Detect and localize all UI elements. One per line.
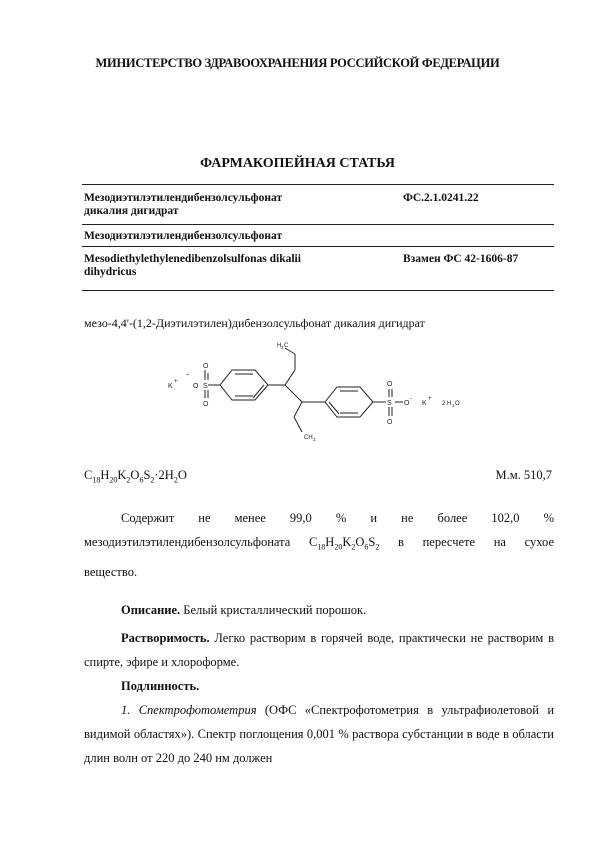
water-o-label: O	[455, 401, 460, 407]
solubility-label: Растворимость.	[121, 631, 210, 645]
k-right-label: K	[422, 400, 427, 407]
content-sub-h: 20	[334, 542, 343, 552]
mf-c-count: 18	[92, 475, 101, 485]
molecular-formula	[84, 468, 187, 485]
content-k: K	[342, 535, 352, 549]
name-ru-full	[84, 192, 384, 218]
content-line2	[84, 530, 554, 560]
mf-o: O	[130, 468, 140, 482]
content-o: O	[355, 535, 365, 549]
mf-water-o: O	[177, 468, 187, 482]
name-latin-line2: dihydricus	[84, 266, 137, 278]
molecular-weight: М.м. 510,7	[495, 468, 552, 482]
content-s: S	[368, 535, 376, 549]
h3c-c-label: C	[284, 343, 289, 349]
content-sub-o: 6	[364, 542, 369, 552]
o-right-label: O	[404, 400, 410, 407]
structural-formula	[160, 340, 500, 450]
content-line1: Содержит не менее 99,0 % и не более 102,0 %	[121, 511, 554, 525]
item1-method: Спектрофотометрия	[138, 703, 257, 717]
table-top-rule	[82, 184, 554, 185]
mf-h-count: 20	[109, 475, 118, 485]
description-text: Белый кристаллический порошок.	[180, 603, 367, 617]
table-rule-2	[82, 246, 554, 247]
water-label: 2 H	[442, 401, 452, 407]
o-right-top: O	[387, 381, 393, 388]
k-left-label: K	[168, 383, 173, 390]
identity-item-1	[84, 698, 554, 770]
mf-k: K	[117, 468, 127, 482]
h3c-h-label: H	[277, 343, 282, 349]
content-substance: мезодиэтилэтилендибензолсульфоната C	[84, 535, 318, 549]
mf-s-count: 2	[150, 475, 155, 485]
o-left-label: O	[193, 383, 199, 390]
chemical-name: мезо-4,4'-(1,2-Диэтилэтилен)дибензолсульфонат дикалия дигидрат	[84, 316, 425, 330]
description-paragraph	[84, 598, 554, 622]
o-left-bottom: O	[203, 401, 209, 408]
water-sub: 2	[452, 403, 455, 408]
ch3-label: CH	[304, 435, 313, 441]
description-label: Описание.	[121, 603, 181, 617]
name-latin-line1: Mesodiethylethylenedibenzolsulfonas dikalii	[84, 253, 301, 265]
item1-text: (ОФС «Спектрофотометрия в ультрафиолетовой и видимой областях»). Спектр поглощения 0,001 % раствора субстанции в воде в области длин волн от 220 до 240 нм должен	[84, 703, 555, 765]
mf-k-count: 2	[126, 475, 131, 485]
s-left-label: S	[203, 383, 208, 390]
content-basis: в пересчете на сухое	[379, 535, 554, 549]
ministry-header: МИНИСТЕРСТВО ЗДРАВООХРАНЕНИЯ РОССИЙСКОЙ ФЕДЕРАЦИИ	[95, 56, 500, 70]
ch3-sub: 3	[313, 437, 316, 442]
content-h: H	[325, 535, 335, 549]
mf-h: H	[100, 468, 110, 482]
content-paragraph	[84, 506, 554, 584]
mf-c: C	[84, 468, 93, 482]
h3c-sub: 3	[281, 345, 284, 350]
table-rule-1	[82, 224, 554, 225]
k-left-plus: +	[174, 379, 178, 385]
o-left-minus: -	[186, 369, 189, 379]
name-ru-line2: дикалия дигидрат	[84, 205, 179, 217]
name-ru-line1: Мезодиэтилэтилендибензолсульфонат	[84, 192, 283, 204]
o-left-top: O	[203, 363, 209, 370]
mf-s: S	[143, 468, 151, 482]
replaces-note: Взамен ФС 42-1606-87	[403, 253, 519, 265]
solubility-paragraph	[84, 626, 554, 674]
content-sub-s: 2	[375, 542, 380, 552]
mf-water-count: 2	[173, 475, 178, 485]
mf-o-count: 6	[139, 475, 144, 485]
solubility-text: Легко растворим в горячей воде, практически не растворим в спирте, эфире и хлороформе.	[84, 631, 554, 669]
item1-number: 1.	[121, 703, 131, 717]
name-ru-short: Мезодиэтилэтилендибензолсульфонат	[84, 230, 283, 242]
article-title: ФАРМАКОПЕЙНАЯ СТАТЬЯ	[200, 156, 395, 171]
k-right-plus: +	[428, 396, 432, 402]
o-right-minus: -	[410, 396, 412, 402]
name-latin	[84, 253, 384, 279]
s-right-label: S	[387, 400, 392, 407]
mf-water: ·2H	[154, 468, 174, 482]
identity-label: Подлинность.	[121, 679, 200, 693]
table-bottom-rule	[82, 290, 554, 291]
monograph-code: ФС.2.1.0241.22	[403, 192, 479, 204]
content-sub-c: 18	[317, 542, 326, 552]
o-right-bottom: O	[387, 419, 393, 426]
content-line3: вещество.	[84, 564, 138, 579]
content-sub-k: 2	[351, 542, 356, 552]
identity-heading	[84, 674, 554, 698]
